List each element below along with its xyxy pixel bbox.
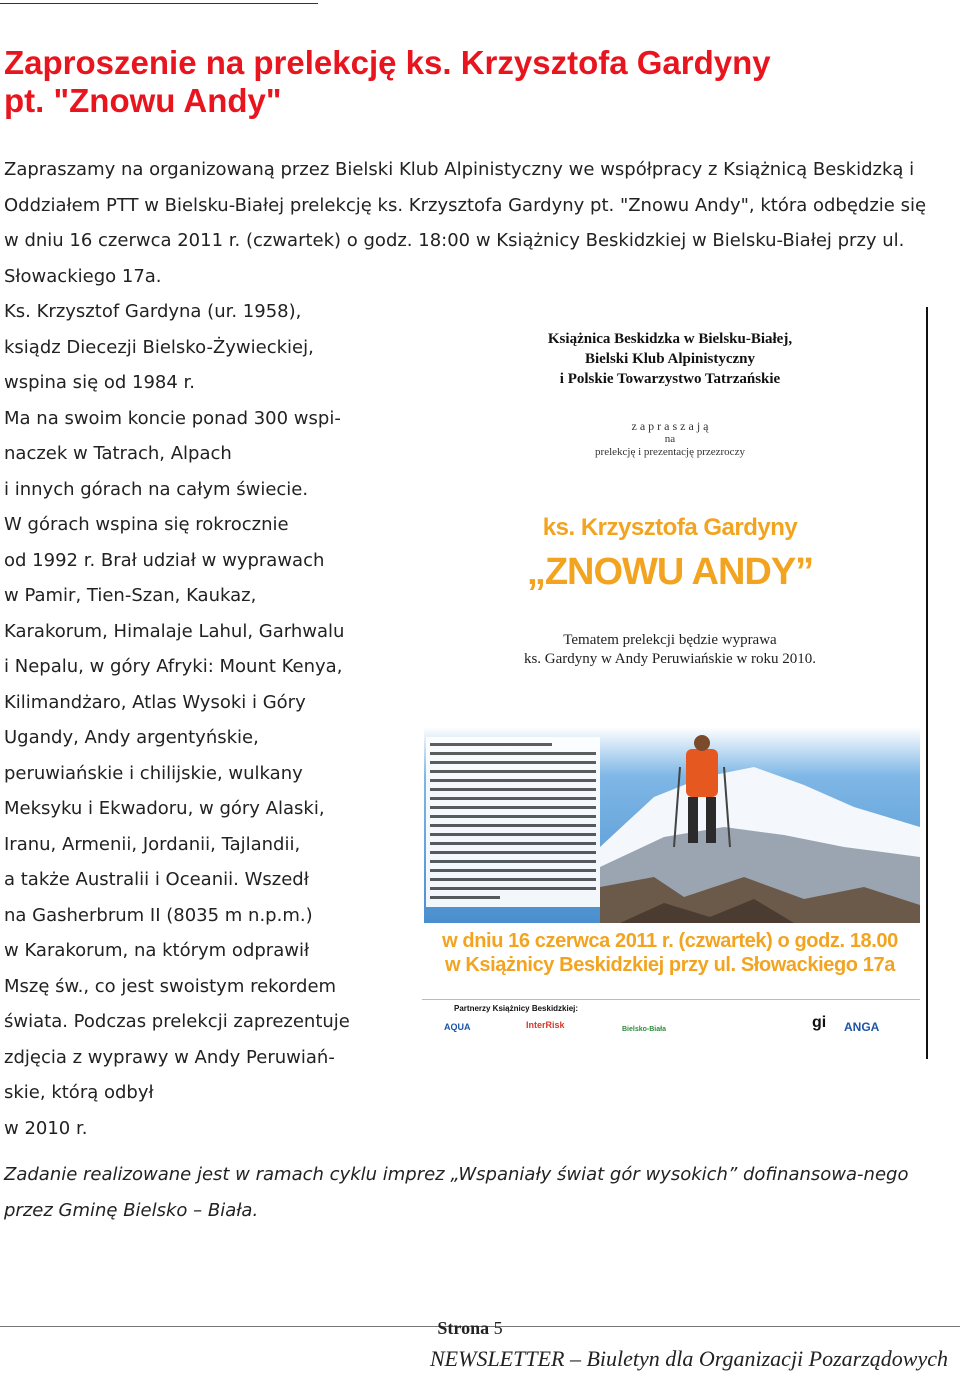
title-line-2: pt. "Znowu Andy" — [4, 82, 282, 119]
page-number-value: 5 — [493, 1318, 503, 1338]
bio-line: Ugandy, Andy argentyńskie, — [4, 727, 259, 748]
bio-line: Iranu, Armenii, Jordanii, Tajlandii, — [4, 833, 301, 855]
poster-org-line: Książnica Beskidzka w Bielsku-Białej, — [547, 331, 793, 347]
partners-label: Partnerzy Książnicy Beskidzkiej: — [454, 1004, 579, 1013]
bio-line: w Karakorum, na którym odprawił — [4, 940, 310, 961]
bio-line: Karakorum, Himalaje Lahul, Garhwalu — [4, 620, 345, 642]
top-rule — [0, 3, 318, 4]
bio-line: na Gasherbrum II (8035 m n.p.m.) — [4, 904, 313, 926]
bio-line: ksiądz Diecezji Bielsko-Żywieckiej, — [4, 336, 314, 358]
bio-line: w Pamir, Tien-Szan, Kaukaz, — [4, 585, 257, 606]
bio-line: a także Australii i Oceanii. Wszedł — [4, 869, 309, 890]
newsletter-footer: NEWSLETTER – Biuletyn dla Organizacji Pozarządowych — [430, 1346, 948, 1371]
poster-invite: na — [664, 433, 676, 445]
intro-paragraph: Zapraszamy na organizowaną przez Bielski Klub Alpinistyczny we współpracy z Książnicą Beskidzką i Oddziałem PTT w Bielsku-Białej prelekcję ks. Krzysztofa Gardyny pt. "Znowu Andy", która odbędzie się w dniu 16 czerwca 2011 r. (czwartek) o godz. 18:00 w Książnicy Beskidzkiej w Bielsku-Białej przy ul. Słowackiego 17a. — [4, 159, 927, 287]
bio-line: W górach wspina się rokrocznie — [4, 514, 289, 535]
poster-venue: w Książnicy Beskidzkiej przy ul. Słowackiego 17a — [445, 954, 895, 976]
bio-line: Mszę św., co jest swoistym rekordem — [4, 975, 337, 997]
poster-date: w dniu 16 czerwca 2011 r. (czwartek) o godz. 18.00 — [442, 930, 898, 952]
event-poster — [412, 305, 928, 1057]
gi-logo: gi — [812, 1014, 827, 1031]
page-label: Strona — [437, 1318, 490, 1338]
aqua-logo: AQUA — [444, 1022, 471, 1032]
bio-line: Meksyku i Ekwadoru, w góry Alaski, — [4, 798, 325, 819]
interrisk-logo: InterRisk — [526, 1020, 565, 1030]
bio-line: i Nepalu, w góry Afryki: Mount Kenya, — [4, 656, 343, 677]
title-line-1: Zaproszenie na prelekcję ks. Krzysztofa Gardyny — [4, 44, 771, 81]
bio-line: i innych górach na całym świecie. — [4, 478, 309, 500]
poster-talk-title: „ZNOWU ANDY” — [526, 551, 814, 593]
bio-line: Ma na swoim koncie ponad 300 wspi- — [4, 407, 341, 429]
poster-invite: z a p r a s z a j ą — [631, 419, 709, 433]
bio-line: skie, którą odbył — [4, 1082, 154, 1103]
poster-speaker: ks. Krzysztofa Gardyny — [542, 514, 798, 541]
bio-line: w 2010 r. — [4, 1117, 88, 1139]
poster-org-line: Bielski Klub Alpinistyczny — [584, 351, 756, 367]
poster-theme: Tematem prelekcji będzie wyprawa — [563, 632, 777, 648]
article-title — [4, 44, 944, 120]
bielsko-biala-logo: Bielsko-Biała — [622, 1026, 666, 1033]
page-number — [0, 1318, 940, 1339]
poster-invite: prelekcję i prezentację przezroczy — [595, 446, 745, 458]
bio-line: zdjęcia z wyprawy w Andy Peruwiań- — [4, 1046, 335, 1068]
bio-line: Ks. Krzysztof Gardyna (ur. 1958), — [4, 301, 302, 322]
bio-line: peruwiańskie i chilijskie, wulkany — [4, 762, 303, 784]
poster-partners — [422, 999, 920, 1046]
funding-note: Zadanie realizowane jest w ramach cyklu imprez „Wspaniały świat gór wysokich” dofinansowa-nego przez Gminę Bielsko – Biała. — [4, 1164, 909, 1221]
poster-org-line: i Polskie Towarzystwo Tatrzańskie — [559, 371, 781, 387]
bio-line: świata. Podczas prelekcji zaprezentuje — [4, 1011, 350, 1032]
anga-logo: ANGA — [844, 1020, 880, 1034]
poster-theme: ks. Gardyny w Andy Peruwiańskie w roku 2010. — [523, 651, 817, 667]
bio-line: Kilimandżaro, Atlas Wysoki i Góry — [4, 691, 306, 713]
bio-line: wspina się od 1984 r. — [4, 372, 196, 393]
bio-line: naczek w Tatrach, Alpach — [4, 443, 232, 464]
bio-paragraph — [4, 294, 404, 1146]
bio-line: od 1992 r. Brał udział w wyprawach — [4, 549, 325, 571]
poster-bio-block — [426, 737, 600, 907]
